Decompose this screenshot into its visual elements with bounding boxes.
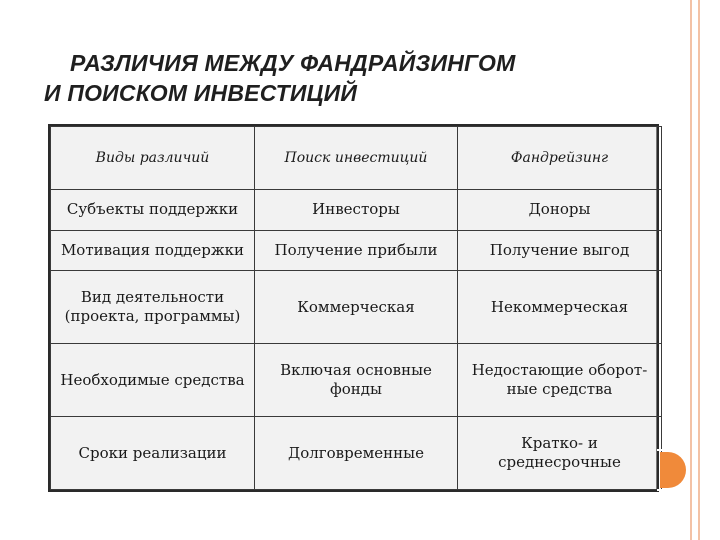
table-cell: Включая основные фонды [255,344,458,417]
frame-line-right [698,0,700,540]
slide-title-line-1: РАЗЛИЧИЯ МЕЖДУ ФАНДРАЙЗИНГОМ [70,50,516,76]
table-header-row [51,127,662,190]
table-row [51,417,662,490]
table-cell: Кратко- и среднесрочные [458,417,662,490]
table-row [51,190,662,231]
table-cell: Некоммерческая [458,271,662,344]
table-row [51,230,662,271]
header-cell-fundraising: Фандрейзинг [458,127,662,190]
table-cell: Коммерческая [255,271,458,344]
table-row [51,271,662,344]
table-cell: Инвесторы [255,190,458,231]
comparison-table-container [48,124,659,492]
table-cell: Сроки реализации [51,417,255,490]
header-cell-kinds: Виды различий [51,127,255,190]
table-cell: Необходимые средства [51,344,255,417]
table-cell: Долговременные [255,417,458,490]
slide-title [44,48,644,108]
table-cell: Вид деятельности (проекта, программы) [51,271,255,344]
header-cell-investment: Поиск инвестиций [255,127,458,190]
table-cell: Недостающие оборот-ные средства [458,344,662,417]
frame-line-left [690,0,692,540]
table-cell: Доноры [458,190,662,231]
slide-title-line-2: И ПОИСКОМ ИНВЕСТИЦИЙ [44,80,358,106]
table-row [51,344,662,417]
table-cell: Получение прибыли [255,230,458,271]
table-cell: Получение выгод [458,230,662,271]
table-cell: Субъекты поддержки [51,190,255,231]
comparison-table [50,126,662,490]
table-cell: Мотивация поддержки [51,230,255,271]
